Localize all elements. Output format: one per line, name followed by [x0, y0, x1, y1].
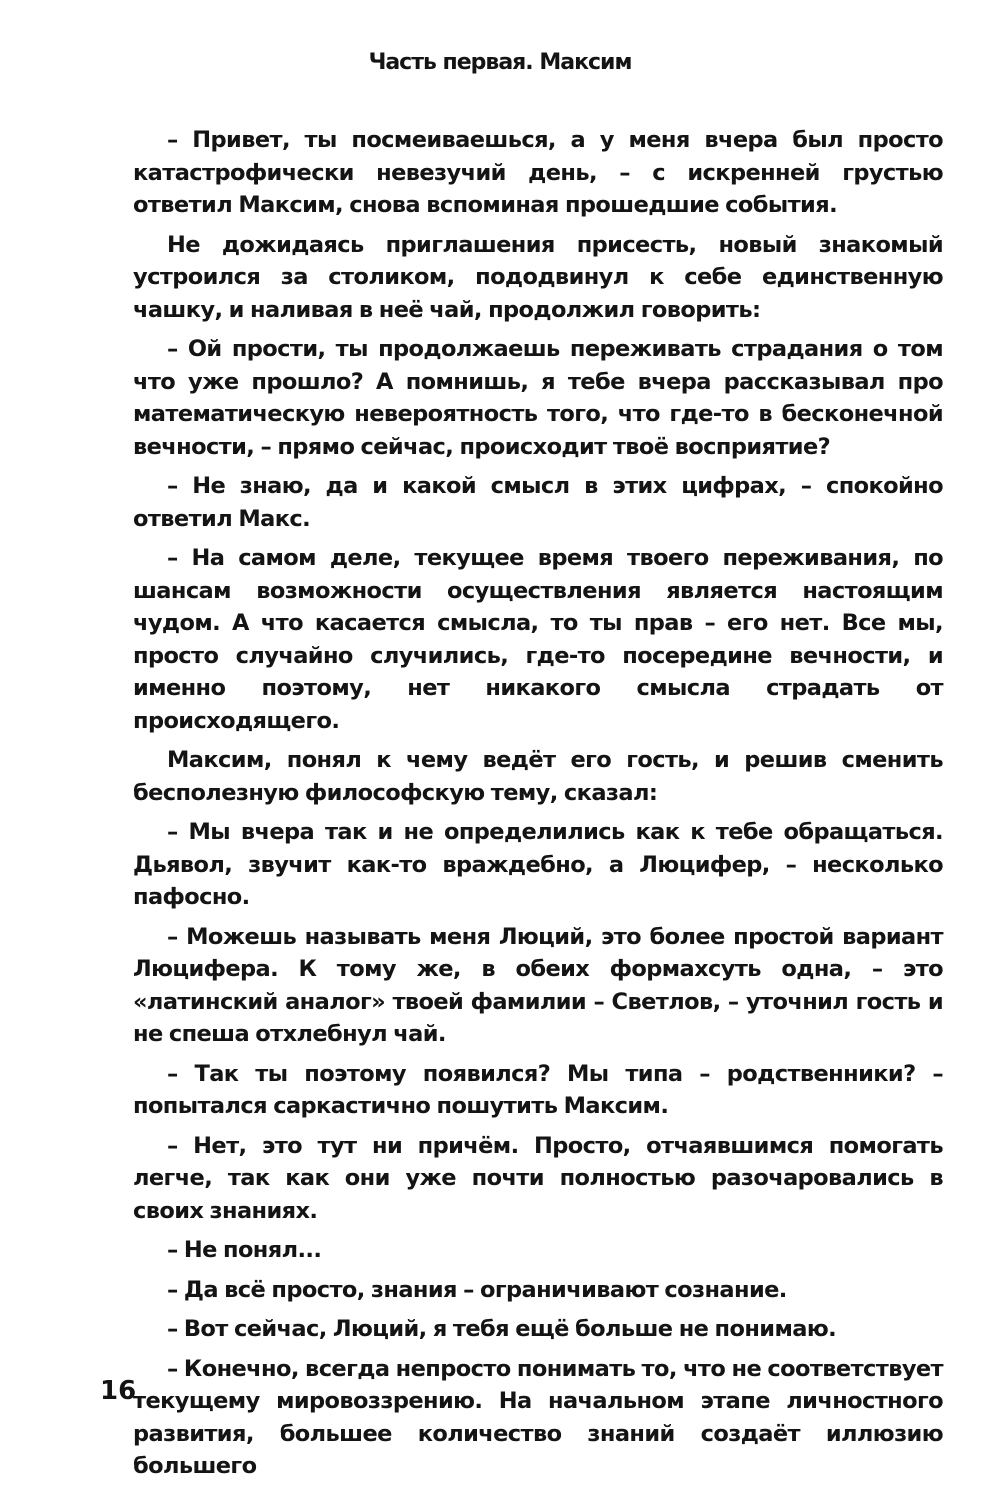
paragraph: – Привет, ты посмеиваешься, а у меня вчера был просто катастрофически невезучий день, – с искренней грустью ответил Максим, снова вспоминая прошедшие события. [133, 127, 943, 218]
page-number: 16 [100, 1376, 137, 1406]
running-header: Часть первая. Максим [368, 50, 632, 75]
paragraph: – Конечно, всегда непросто понимать то, что не соответствует текущему мировоззрению. На начальном этапе личностного развития, большее количество знаний создаёт иллюзию большего [133, 1355, 943, 1479]
paragraph: – Да всё просто, знания – ограничивают сознание. [167, 1276, 787, 1303]
paragraph: – Нет, это тут ни причём. Просто, отчаявшимся помогать легче, так как они уже почти полностью разочаровались в своих знаниях. [133, 1132, 943, 1224]
paragraph: – Так ты поэтому появился? Мы типа – родственники? – попытался саркастично пошутить Максим. [133, 1060, 943, 1119]
body-text [133, 124, 943, 1490]
paragraph: – Ой прости, ты продолжаешь переживать страдания о том что уже прошло? А помнишь, я тебе вчера рассказывал про математическую невероятность того, что где-то в бесконечной вечности, – прямо сейчас, происходит твоё восприятие? [133, 336, 943, 460]
paragraph: – На самом деле, текущее время твоего переживания, по шансам возможности осуществления является настоящим чудом. А что касается смысла, то ты прав – его нет. Все мы, просто случайно случились, где-то посередине вечности, и именно поэтому, нет никакого смысла страдать от происходящего. [133, 545, 943, 734]
paragraph: Максим, понял к чему ведёт его гость, и решив сменить бесполезную философскую тему, сказал: [133, 747, 943, 806]
paragraph: – Можешь называть меня Люций, это более простой вариант Люцифера. К тому же, в обеих формахсуть одна, – это «латинский аналог» твоей фамилии – Светлов, – уточнил гость и не спеша отхлебнул чай. [133, 923, 943, 1047]
paragraph: – Не понял... [167, 1237, 322, 1263]
paragraph: – Мы вчера так и не определились как к тебе обращаться. Дьявол, звучит как-то враждебно, а Люцифер, – несколько пафосно. [133, 819, 943, 910]
paragraph: – Вот сейчас, Люций, я тебя ещё больше не понимаю. [167, 1316, 837, 1342]
paragraph: – Не знаю, да и какой смысл в этих цифрах, – спокойно ответил Макс. [133, 473, 943, 532]
paragraph: Не дожидаясь приглашения присесть, новый знакомый устроился за столиком, пододвинул к себе единственную чашку, и наливая в неё чай, продолжил говорить: [133, 231, 943, 323]
